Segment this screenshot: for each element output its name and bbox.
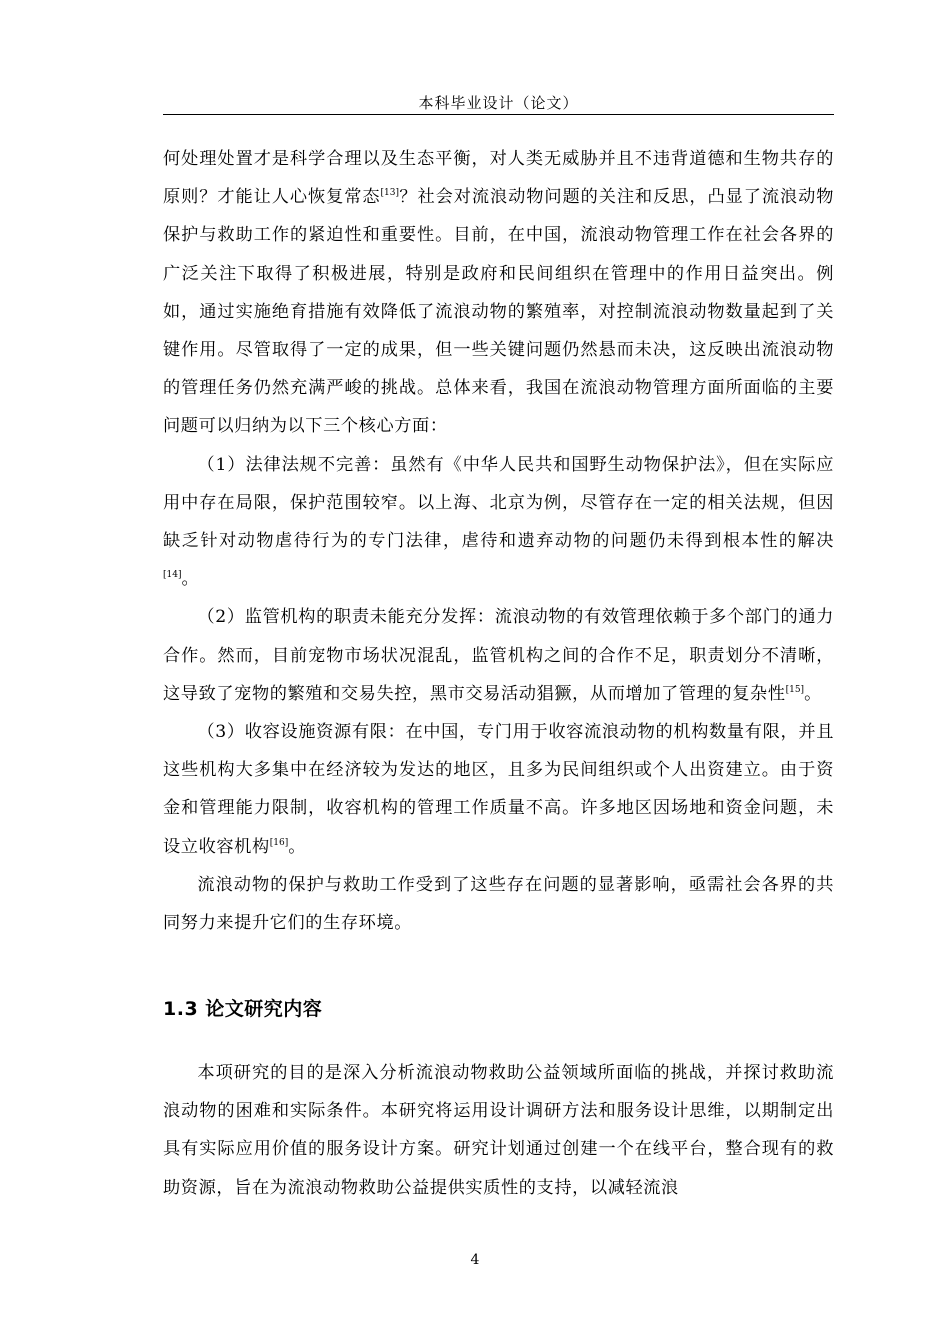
- paragraph-text: （3）收容设施资源有限：在中国，专门用于收容流浪动物的机构数量有限，并且这些机构大多集中在经济较为发达的地区，且多为民间组织或个人出资建立。由于资金和管理能力限制，收容机构的管理工作质量不高。许多地区因场地和资金问题，未设立收容机构: [163, 722, 834, 857]
- paragraph-text: 。: [181, 569, 200, 590]
- paragraph-text: ？社会对流浪动物问题的关注和反思，凸显了流浪动物保护与救助工作的紧迫性和重要性。目前，在中国，流浪动物管理工作在社会各界的广泛关注下取得了积极进展，特别是政府和民间组织在管理中的作用日益突出。例如，通过实施绝育措施有效降低了流浪动物的繁殖率，对控制流浪动物数量起到了关键作用。尽管取得了一定的成果，但一些关键问题仍然悬而未决，这反映出流浪动物的管理任务仍然充满严峻的挑战。总体来看，我国在流浪动物管理方面所面临的主要问题可以归纳为以下三个核心方面：: [163, 187, 835, 437]
- section-paragraph: 本项研究的目的是深入分析流浪动物救助公益领域所面临的挑战，并探讨救助流浪动物的困难和实际条件。本研究将运用设计调研方法和服务设计思维，以期制定出具有实际应用价值的服务设计方案。研究计划通过创建一个在线平台，整合现有的救助资源，旨在为流浪动物救助公益提供实质性的支持，以减轻流浪: [163, 1063, 834, 1198]
- section-body: [163, 1054, 834, 1207]
- page-number: 4: [470, 1252, 480, 1268]
- citation-ref-16: [16]: [269, 837, 289, 848]
- paragraph-text: 。: [288, 836, 307, 857]
- body-text: [163, 140, 834, 942]
- paragraph-text: 。: [804, 683, 822, 704]
- paragraph-text: （2）监管机构的职责未能充分发挥：流浪动物的有效管理依赖于多个部门的通力合作。然而，目前宠物市场状况混乱，监管机构之间的合作不足，职责划分不清晰，这导致了宠物的繁殖和交易失控，黑市交易活动猖獗，从而增加了管理的复杂性: [163, 607, 834, 704]
- paragraph-text: 何处理处置才是科学合理以及生态平衡，对人类无威胁并且不违背道德和生物共存的原则？才能让人心恢复常态: [163, 149, 834, 208]
- citation-ref-14: [14]: [163, 570, 182, 581]
- paragraph-summary: 流浪动物的保护与救助工作受到了这些存在问题的显著影响，亟需社会各界的共同努力来提升它们的生存环境。: [163, 874, 834, 934]
- section-heading: 1.3 论文研究内容: [163, 998, 323, 1020]
- running-header: 本科毕业设计（论文）: [418, 94, 579, 112]
- citation-ref-15: [15]: [785, 684, 805, 695]
- header-divider: [163, 114, 834, 115]
- paragraph-text: （1）法律法规不完善：虽然有《中华人民共和国野生动物保护法》，但在实际应用中存在局限，保护范围较窄。以上海、北京为例，尽管存在一定的相关法规，但因缺乏针对动物虐待行为的专门法律，虐待和遗弃动物的问题仍未得到根本性的解决: [163, 454, 834, 552]
- paragraph-item-3: [163, 713, 834, 866]
- citation-ref-13: [13]: [380, 188, 399, 199]
- paragraph-item-1: [163, 446, 834, 599]
- paragraph-continued: [163, 140, 834, 446]
- paragraph-item-2: [163, 598, 834, 713]
